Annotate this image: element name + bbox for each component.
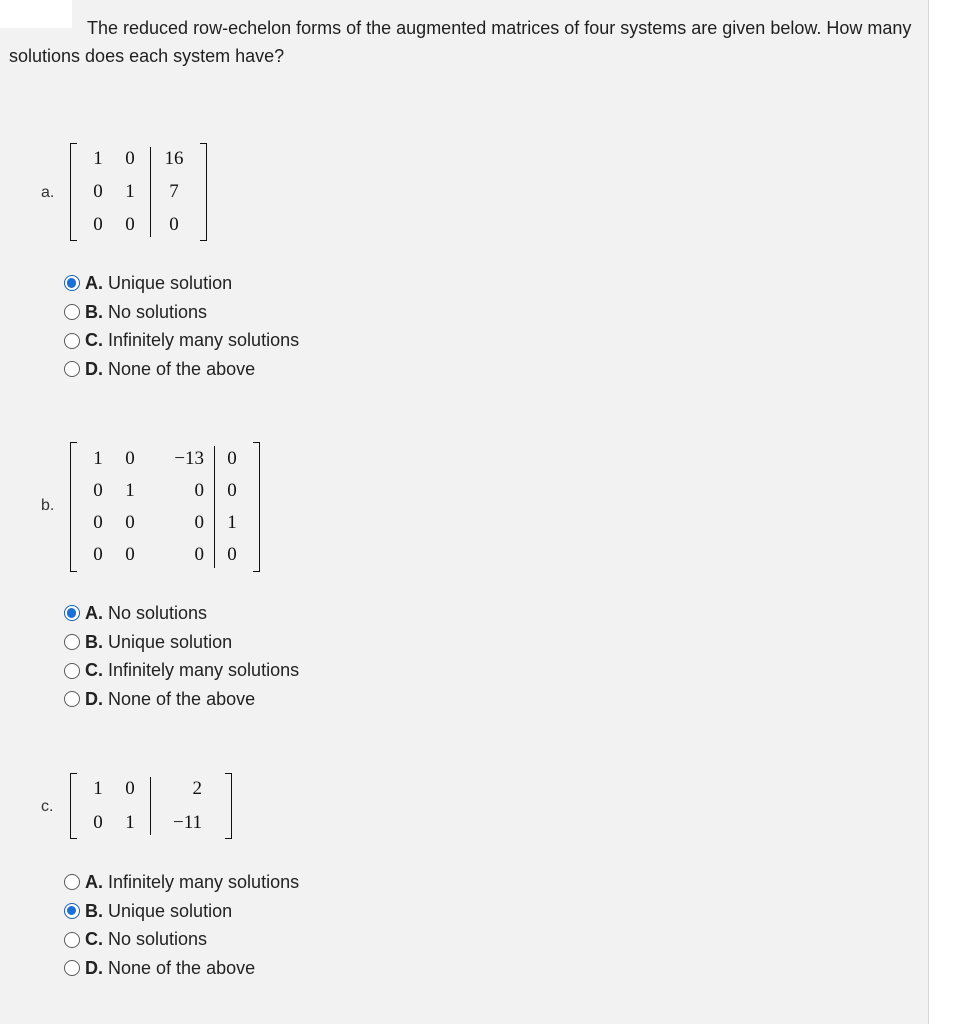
matrix-left-bracket [70, 773, 77, 839]
matrix-cell: 0 [227, 544, 237, 565]
matrix-right-bracket [200, 143, 207, 241]
question-text [9, 14, 921, 70]
augment-bar [150, 777, 151, 835]
radio-button[interactable] [64, 663, 80, 679]
option-text: Unique solution [108, 631, 233, 652]
option-b-D[interactable] [64, 685, 299, 714]
matrix-cell: 2 [192, 778, 202, 799]
options-c [64, 868, 299, 983]
option-letter: B. [85, 900, 103, 921]
radio-button[interactable] [64, 634, 80, 650]
matrix-a [70, 143, 207, 241]
matrix-cell: 0 [93, 480, 103, 501]
option-b-C[interactable] [64, 656, 299, 685]
option-b-A[interactable] [64, 599, 299, 628]
matrix-cell: 0 [125, 512, 135, 533]
matrix-cell: 0 [125, 778, 135, 799]
option-letter: A. [85, 602, 103, 623]
options-b [64, 599, 299, 714]
radio-button[interactable] [64, 333, 80, 349]
option-letter: A. [85, 272, 103, 293]
radio-button[interactable] [64, 361, 80, 377]
matrix-cell: 0 [93, 181, 103, 202]
matrix-cell: −11 [172, 812, 202, 833]
radio-button[interactable] [64, 932, 80, 948]
radio-button[interactable] [64, 874, 80, 890]
option-a-A[interactable] [64, 269, 299, 298]
radio-button[interactable] [64, 691, 80, 707]
matrix-b [70, 442, 260, 572]
option-a-C[interactable] [64, 326, 299, 355]
option-b-B[interactable] [64, 628, 299, 657]
part-b-label: b. [41, 497, 55, 514]
matrix-cell: 0 [125, 448, 135, 469]
option-c-D[interactable] [64, 954, 299, 983]
option-text: Infinitely many solutions [108, 871, 300, 892]
option-text: No solutions [108, 301, 208, 322]
option-text: Unique solution [108, 272, 233, 293]
question-text-content: The reduced row-echelon forms of the augmented matrices of four systems are given below. How many solutions does each system have? [9, 18, 912, 66]
option-text: Unique solution [108, 900, 233, 921]
option-letter: B. [85, 631, 103, 652]
options-a [64, 269, 299, 384]
matrix-cell: 0 [93, 544, 103, 565]
matrix-right-bracket [225, 773, 232, 839]
option-letter: B. [85, 301, 103, 322]
option-text: No solutions [108, 929, 208, 950]
matrix-cell: 0 [93, 214, 103, 235]
matrix-cell: 0 [194, 480, 204, 501]
option-c-B[interactable] [64, 897, 299, 926]
matrix-cell: 0 [125, 214, 135, 235]
radio-button-selected[interactable] [64, 275, 80, 291]
part-c-label: c. [41, 798, 54, 815]
option-letter: D. [85, 957, 103, 978]
matrix-left-bracket [70, 442, 77, 572]
matrix-cell: 0 [93, 512, 103, 533]
radio-button-selected[interactable] [64, 903, 80, 919]
matrix-cell: 0 [227, 480, 237, 501]
matrix-c [70, 773, 232, 839]
option-text: None of the above [108, 688, 256, 709]
option-text: None of the above [108, 957, 256, 978]
matrix-cell: 1 [125, 812, 135, 833]
matrix-cell: 1 [93, 778, 103, 799]
matrix-cell: 1 [93, 148, 103, 169]
option-c-C[interactable] [64, 925, 299, 954]
option-a-B[interactable] [64, 298, 299, 327]
matrix-cell: 0 [125, 148, 135, 169]
option-letter: C. [85, 330, 103, 351]
option-letter: C. [85, 660, 103, 681]
matrix-cell: 0 [169, 214, 179, 235]
option-letter: C. [85, 929, 103, 950]
option-letter: D. [85, 358, 103, 379]
matrix-left-bracket [70, 143, 77, 241]
radio-button[interactable] [64, 304, 80, 320]
matrix-cell: 0 [194, 512, 204, 533]
matrix-cell: 7 [169, 181, 179, 202]
radio-button-selected[interactable] [64, 605, 80, 621]
matrix-cell: 1 [93, 448, 103, 469]
option-letter: D. [85, 688, 103, 709]
matrix-cell: 0 [227, 448, 237, 469]
matrix-cell: 0 [93, 812, 103, 833]
matrix-cell: −13 [174, 448, 204, 469]
matrix-cell: 1 [125, 181, 135, 202]
matrix-cell: 1 [125, 480, 135, 501]
matrix-cell: 0 [194, 544, 204, 565]
matrix-cell: 1 [227, 512, 237, 533]
augment-bar [150, 147, 151, 237]
matrix-cell: 0 [125, 544, 135, 565]
radio-button[interactable] [64, 960, 80, 976]
option-c-A[interactable] [64, 868, 299, 897]
option-text: Infinitely many solutions [108, 330, 300, 351]
matrix-right-bracket [253, 442, 260, 572]
option-a-D[interactable] [64, 355, 299, 384]
option-text: None of the above [108, 358, 256, 379]
option-letter: A. [85, 871, 103, 892]
option-text: Infinitely many solutions [108, 660, 300, 681]
matrix-cell: 16 [164, 148, 184, 169]
part-a-label: a. [41, 184, 55, 201]
option-text: No solutions [108, 602, 208, 623]
